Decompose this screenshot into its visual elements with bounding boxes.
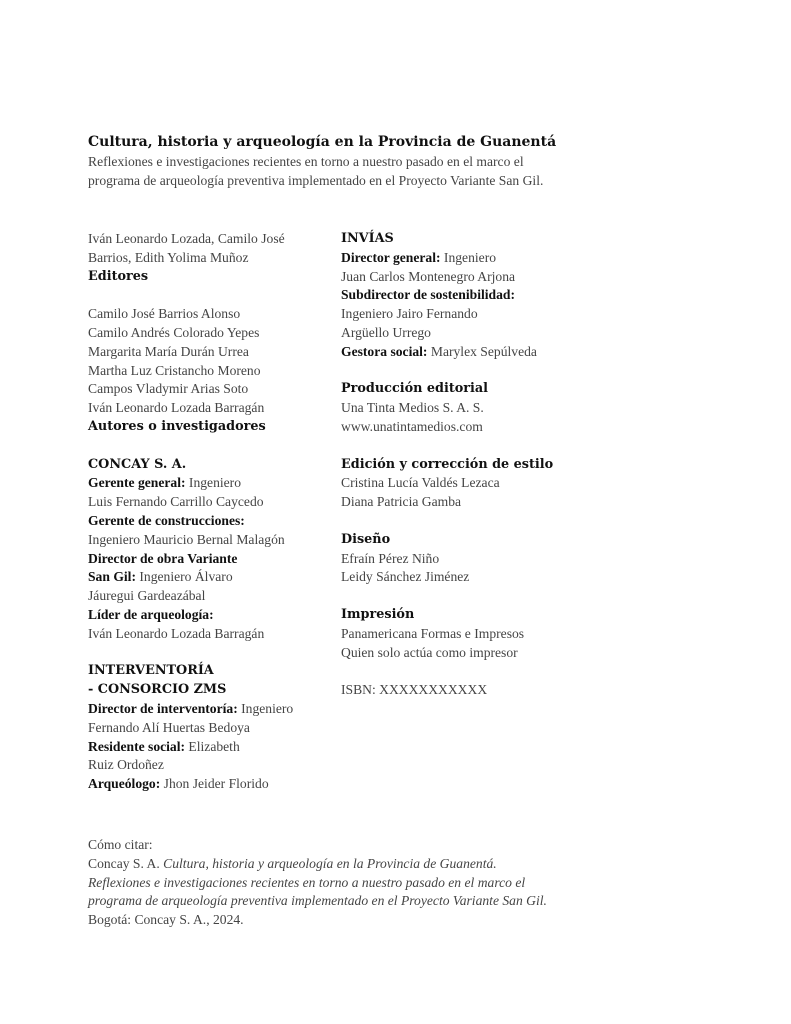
gestora-value: Marylex Sepúlveda: [427, 343, 537, 359]
impresion-line: Panamericana Formas e Impresos: [341, 625, 525, 641]
residente-label: Residente social:: [88, 738, 186, 754]
author-line: Camilo Andrés Colorado Yepes: [88, 324, 260, 340]
gerente-name: Luis Fernando Carrillo Caycedo: [88, 494, 264, 510]
citation-line: [88, 855, 728, 874]
interventoria-heading: INTERVENTORÍA: [88, 663, 214, 679]
author-line: Camilo José Barrios Alonso: [88, 306, 241, 322]
residente-value: Elizabeth: [185, 738, 240, 754]
edicion-heading: Edición y corrección de estilo: [341, 456, 554, 472]
concay-gerente-line: [88, 474, 328, 493]
invias-heading: INVÍAS: [341, 231, 394, 246]
director-obra-line: [88, 568, 328, 587]
citation-line: Reflexiones e investigaciones recientes en torno a nuestro pasado en el marco el: [88, 874, 526, 890]
author-line: Martha Luz Cristancho Moreno: [88, 362, 261, 378]
diseno-heading: Diseño: [341, 531, 391, 547]
book-subtitle-line: programa de arqueología preventiva implementado en el Proyecto Variante San Gil.: [88, 173, 544, 188]
arqueologo-line: [88, 775, 328, 794]
editors-line: Barrios, Edith Yolima Muñoz: [88, 249, 249, 265]
impresion-line: Quien solo actúa como impresor: [341, 644, 518, 660]
construcciones-value: Ingeniero Mauricio Bernal Malagón: [88, 531, 285, 547]
diseno-line: Efraín Pérez Niño: [341, 550, 440, 566]
arqueologo-label: Arqueólogo:: [88, 776, 161, 792]
impresion-heading: Impresión: [341, 606, 415, 622]
author-line: Iván Leonardo Lozada Barragán: [88, 400, 265, 416]
interventoria-director-value: Ingeniero: [237, 700, 294, 716]
director-obra-label-cont: San Gil:: [88, 569, 136, 585]
invias-director-line: [341, 249, 601, 268]
produccion-heading: Producción editorial: [341, 381, 489, 397]
right-column: [341, 230, 601, 700]
editors-line: Iván Leonardo Lozada, Camilo José: [88, 231, 285, 246]
author-line: Margarita María Durán Urrea: [88, 343, 249, 359]
produccion-line: Una Tinta Medios S. A. S.: [341, 400, 484, 416]
book-title: Cultura, historia y arqueología en la Provincia de Guanentá: [88, 134, 557, 150]
interventoria-director-line: [88, 700, 328, 719]
citation-block: [88, 836, 728, 930]
diseno-line: Leidy Sánchez Jiménez: [341, 569, 470, 585]
edicion-line: Cristina Lucía Valdés Lezaca: [341, 475, 500, 491]
subdirector-label: Subdirector de sostenibilidad:: [341, 287, 515, 303]
isbn: ISBN: XXXXXXXXXXX: [341, 682, 488, 698]
lider-value: Iván Leonardo Lozada Barragán: [88, 625, 265, 641]
director-obra-value: Ingeniero Álvaro: [135, 569, 233, 585]
citation-author: Concay S. A.: [88, 855, 164, 871]
residente-line: [88, 738, 328, 757]
citation-heading: Cómo citar:: [88, 837, 153, 852]
gestora-label: Gestora social:: [341, 343, 428, 359]
subdirector-value-cont: Argüello Urrego: [341, 324, 431, 340]
arqueologo-value: Jhon Jeider Florido: [160, 776, 269, 792]
director-obra-name: Jáuregui Gardeazábal: [88, 588, 206, 604]
invias-director-name: Juan Carlos Montenegro Arjona: [341, 268, 516, 284]
gerente-label: Gerente general:: [88, 475, 186, 491]
interventoria-director-name: Fernando Alí Huertas Bedoya: [88, 719, 250, 735]
editors-heading: Editores: [88, 268, 149, 284]
produccion-website: www.unatintamedios.com: [341, 418, 483, 434]
interventoria-heading-cont: - CONSORCIO ZMS: [88, 682, 227, 698]
title-block: [88, 133, 728, 190]
author-line: Campos Vladymir Arias Soto: [88, 381, 249, 397]
invias-director-label: Director general:: [341, 249, 441, 265]
subdirector-value: Ingeniero Jairo Fernando: [341, 306, 478, 322]
authors-heading: Autores o investigadores: [88, 418, 266, 434]
citation-publisher: Bogotá: Concay S. A., 2024.: [88, 912, 244, 928]
construcciones-label: Gerente de construcciones:: [88, 512, 245, 528]
edicion-line: Diana Patricia Gamba: [341, 494, 462, 510]
citation-line: programa de arqueología preventiva implementado en el Proyecto Variante San Gil.: [88, 893, 547, 909]
citation-title: Cultura, historia y arqueología en la Provincia de Guanentá.: [163, 855, 497, 871]
residente-name: Ruiz Ordoñez: [88, 757, 164, 773]
book-subtitle-line: Reflexiones e investigaciones recientes en torno a nuestro pasado en el marco el: [88, 154, 524, 169]
lider-label: Líder de arqueología:: [88, 606, 214, 622]
director-obra-label: Director de obra Variante: [88, 550, 238, 566]
gerente-value: Ingeniero: [185, 475, 241, 491]
concay-heading: CONCAY S. A.: [88, 456, 187, 472]
invias-director-value: Ingeniero: [440, 249, 497, 265]
left-column: [88, 230, 328, 794]
gestora-line: [341, 343, 601, 362]
interventoria-director-label: Director de interventoría:: [88, 700, 238, 716]
